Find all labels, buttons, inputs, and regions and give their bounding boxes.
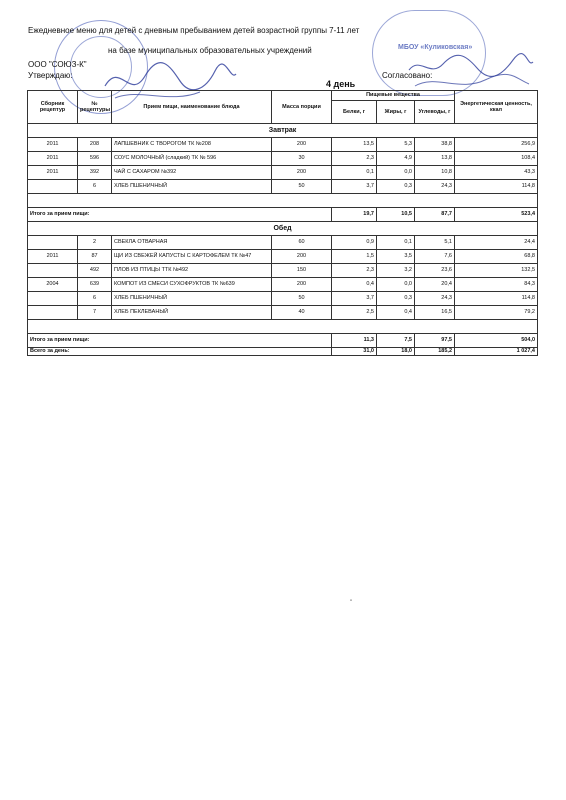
day-total-label: Всего за день:	[28, 348, 332, 356]
cell-carbs: 13,8	[415, 152, 455, 166]
cell-dish: ЩИ ИЗ СВЕЖЕЙ КАПУСТЫ С КАРТОФЕЛЕМ ТК №47	[112, 250, 272, 264]
cell-collection: 2004	[28, 278, 78, 292]
cell-proteins: 2,3	[332, 152, 377, 166]
lunch-rows	[28, 236, 538, 320]
cell-proteins: 2,3	[332, 264, 377, 278]
lunch-total-label: Итого за прием пищи:	[28, 334, 332, 348]
cell-proteins: 0,4	[332, 278, 377, 292]
table-row	[28, 292, 538, 306]
cell-mass: 50	[272, 292, 332, 306]
col-proteins: Белки, г	[332, 101, 377, 124]
cell-proteins: 0,1	[332, 166, 377, 180]
cell-fats: 4,9	[377, 152, 415, 166]
header-title: Ежедневное меню для детей с дневным пребыванием детей возрастной группы 7-11 лет	[28, 26, 360, 35]
cell-collection	[28, 180, 78, 194]
day-total-carbs: 185,2	[415, 348, 455, 356]
lunch-total-proteins: 11,3	[332, 334, 377, 348]
breakfast-total-carbs: 87,7	[415, 208, 455, 222]
cell-mass: 50	[272, 180, 332, 194]
cell-recipe: 596	[78, 152, 112, 166]
breakfast-total-proteins: 19,7	[332, 208, 377, 222]
col-nutrients: Пищевые вещества	[332, 91, 455, 101]
day-total-fats: 18,0	[377, 348, 415, 356]
cell-recipe: 492	[78, 264, 112, 278]
cell-dish: ХЛЕБ ПШЕНИЧНЫЙ	[112, 180, 272, 194]
cell-mass: 200	[272, 250, 332, 264]
table-row	[28, 166, 538, 180]
day-total-row	[28, 348, 538, 356]
agreed-label: Согласовано:	[382, 71, 433, 80]
cell-dish: СВЕКЛА ОТВАРНАЯ	[112, 236, 272, 250]
day-label: 4 день	[326, 79, 356, 89]
table-row	[28, 236, 538, 250]
section-breakfast: Завтрак	[28, 124, 538, 138]
cell-energy: 114,8	[455, 292, 538, 306]
stamp-right-label: МБОУ «Куликовская»	[398, 44, 473, 51]
cell-carbs: 7,6	[415, 250, 455, 264]
cell-recipe: 392	[78, 166, 112, 180]
page-mark: "	[350, 600, 353, 606]
cell-fats: 5,3	[377, 138, 415, 152]
breakfast-total-energy: 523,4	[455, 208, 538, 222]
cell-carbs: 16,5	[415, 306, 455, 320]
cell-carbs: 20,4	[415, 278, 455, 292]
cell-proteins: 0,9	[332, 236, 377, 250]
cell-recipe: 208	[78, 138, 112, 152]
table-row	[28, 152, 538, 166]
col-fats: Жиры, г	[377, 101, 415, 124]
cell-proteins: 3,7	[332, 180, 377, 194]
lunch-total-energy: 504,0	[455, 334, 538, 348]
cell-mass: 200	[272, 138, 332, 152]
cell-collection	[28, 264, 78, 278]
cell-collection	[28, 306, 78, 320]
cell-carbs: 38,8	[415, 138, 455, 152]
header-subtitle: на базе муниципальных образовательных учреждений	[108, 46, 312, 55]
cell-dish: ХЛЕБ ПШЕНИЧНЫЙ	[112, 292, 272, 306]
cell-collection	[28, 292, 78, 306]
cell-recipe: 6	[78, 180, 112, 194]
day-total-energy: 1 027,4	[455, 348, 538, 356]
cell-dish: КОМПОТ ИЗ СМЕСИ СУХОФРУКТОВ ТК №639	[112, 278, 272, 292]
cell-proteins: 2,5	[332, 306, 377, 320]
cell-fats: 3,2	[377, 264, 415, 278]
day-total-proteins: 31,0	[332, 348, 377, 356]
col-mass: Масса порции	[272, 91, 332, 124]
cell-energy: 114,8	[455, 180, 538, 194]
cell-mass: 60	[272, 236, 332, 250]
spacer-row	[28, 194, 538, 208]
cell-dish: СОУС МОЛОЧНЫЙ (сладкий) ТК № 596	[112, 152, 272, 166]
cell-collection: 2011	[28, 166, 78, 180]
cell-proteins: 1,5	[332, 250, 377, 264]
table-row	[28, 138, 538, 152]
lunch-total-row	[28, 334, 538, 348]
cell-carbs: 23,6	[415, 264, 455, 278]
cell-mass: 40	[272, 306, 332, 320]
breakfast-total-fats: 10,5	[377, 208, 415, 222]
cell-collection	[28, 236, 78, 250]
table-row	[28, 306, 538, 320]
breakfast-total-label: Итого за прием пищи:	[28, 208, 332, 222]
cell-energy: 43,3	[455, 166, 538, 180]
cell-carbs: 24,3	[415, 180, 455, 194]
cell-dish: ХЛЕБ ПЕКЛЕВАНЫЙ	[112, 306, 272, 320]
cell-fats: 0,1	[377, 236, 415, 250]
lunch-total-fats: 7,5	[377, 334, 415, 348]
table-header-row	[28, 91, 538, 101]
cell-carbs: 5,1	[415, 236, 455, 250]
col-energy: Энергетическая ценность, ккал	[455, 91, 538, 124]
approve-label: Утверждаю:	[28, 71, 73, 80]
cell-energy: 68,8	[455, 250, 538, 264]
cell-energy: 132,5	[455, 264, 538, 278]
cell-energy: 84,3	[455, 278, 538, 292]
col-carbs: Углеводы, г	[415, 101, 455, 124]
cell-carbs: 10,8	[415, 166, 455, 180]
cell-mass: 150	[272, 264, 332, 278]
cell-fats: 3,5	[377, 250, 415, 264]
table-row	[28, 264, 538, 278]
cell-energy: 79,2	[455, 306, 538, 320]
cell-mass: 30	[272, 152, 332, 166]
table-row	[28, 180, 538, 194]
col-recipe-no: № рецептуры	[78, 91, 112, 124]
cell-fats: 0,3	[377, 292, 415, 306]
cell-recipe: 639	[78, 278, 112, 292]
cell-mass: 200	[272, 166, 332, 180]
cell-fats: 0,4	[377, 306, 415, 320]
cell-fats: 0,0	[377, 166, 415, 180]
cell-collection: 2011	[28, 152, 78, 166]
cell-proteins: 3,7	[332, 292, 377, 306]
cell-dish: ПЛОВ ИЗ ПТИЦЫ ТТК №492	[112, 264, 272, 278]
cell-recipe: 7	[78, 306, 112, 320]
cell-fats: 0,0	[377, 278, 415, 292]
cell-dish: ЧАЙ С САХАРОМ №392	[112, 166, 272, 180]
cell-proteins: 13,5	[332, 138, 377, 152]
cell-fats: 0,3	[377, 180, 415, 194]
cell-collection: 2011	[28, 138, 78, 152]
spacer-row	[28, 320, 538, 334]
menu-table	[27, 90, 538, 356]
col-collection: Сборник рецептур	[28, 91, 78, 124]
breakfast-total-row	[28, 208, 538, 222]
table-row	[28, 278, 538, 292]
cell-dish: ЛАПШЕВНИК С ТВОРОГОМ ТК №208	[112, 138, 272, 152]
cell-energy: 256,9	[455, 138, 538, 152]
cell-energy: 108,4	[455, 152, 538, 166]
cell-collection: 2011	[28, 250, 78, 264]
breakfast-rows	[28, 138, 538, 194]
cell-mass: 200	[272, 278, 332, 292]
organization-name: ООО "СОЮЗ-К"	[28, 60, 87, 69]
cell-recipe: 6	[78, 292, 112, 306]
col-dish: Прием пищи, наименование блюда	[112, 91, 272, 124]
cell-energy: 24,4	[455, 236, 538, 250]
cell-recipe: 87	[78, 250, 112, 264]
cell-recipe: 2	[78, 236, 112, 250]
section-lunch: Обед	[28, 222, 538, 236]
table-row	[28, 250, 538, 264]
cell-carbs: 24,3	[415, 292, 455, 306]
lunch-total-carbs: 97,5	[415, 334, 455, 348]
